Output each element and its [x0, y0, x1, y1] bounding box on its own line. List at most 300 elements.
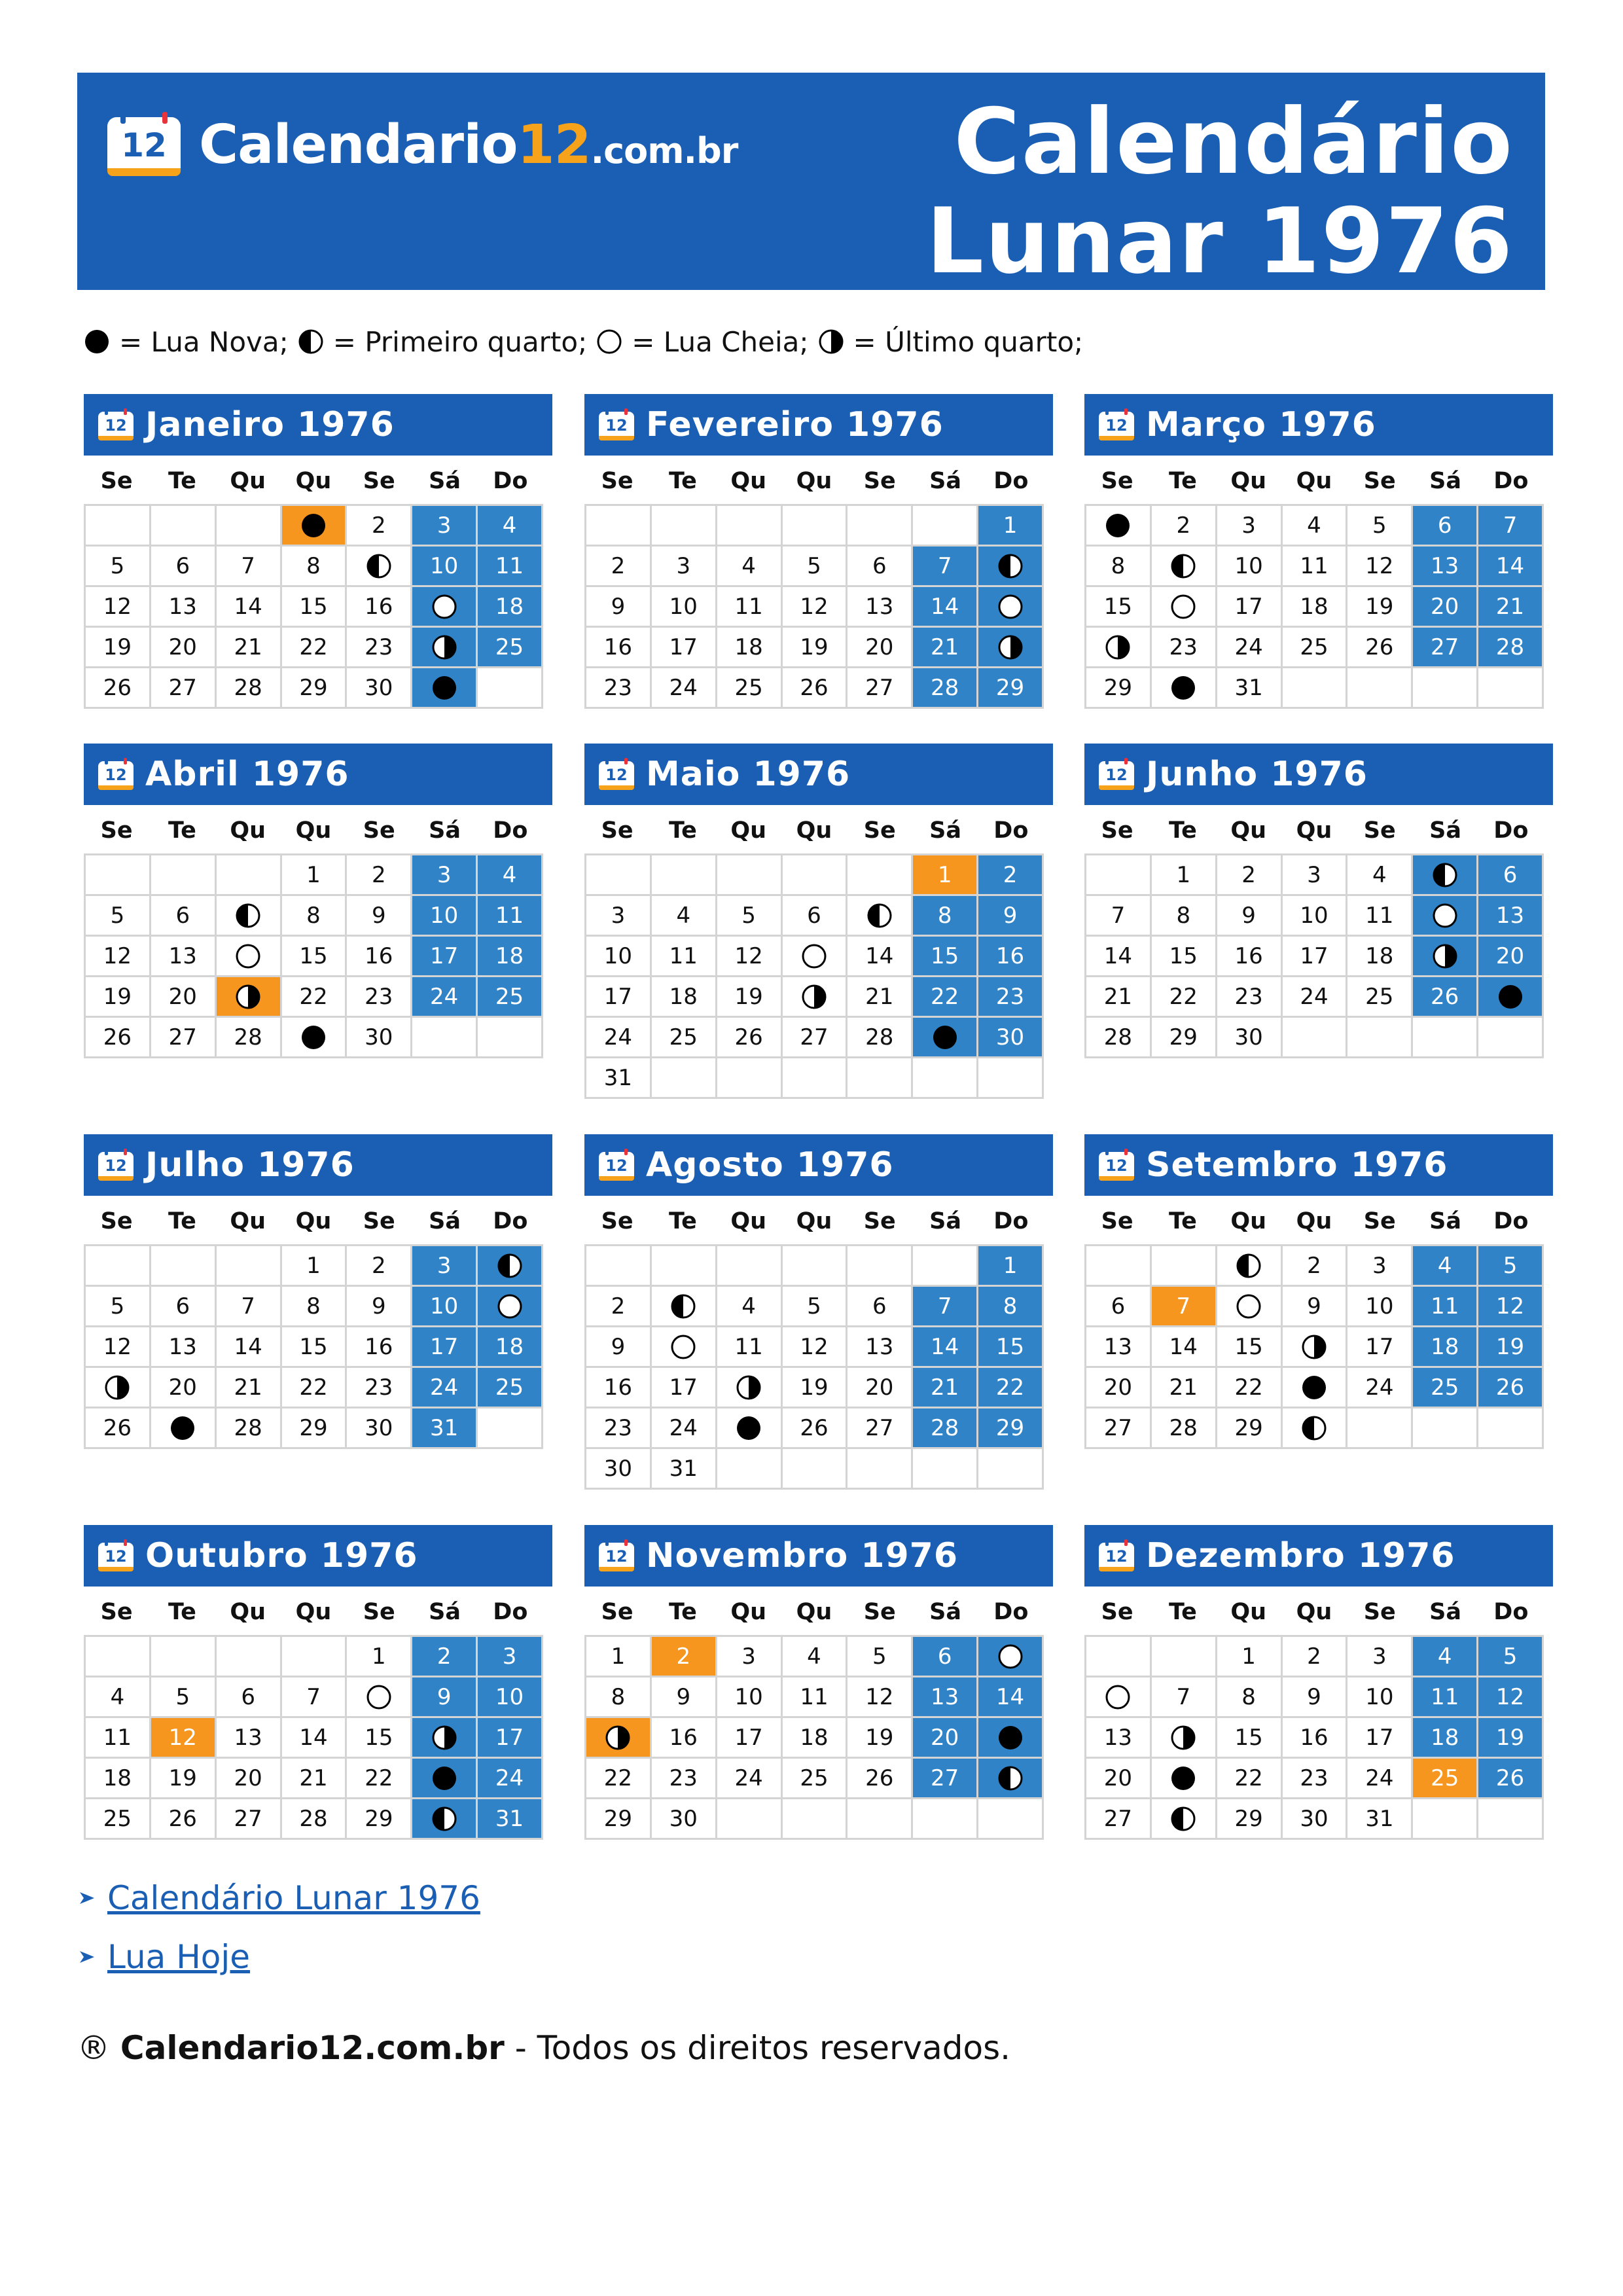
day-cell: 29 — [1086, 668, 1151, 708]
month-header — [84, 1525, 552, 1587]
day-cell: 8 — [978, 1286, 1043, 1327]
day-cell: 21 — [1150, 1367, 1216, 1408]
day-cell: 30 — [346, 668, 412, 708]
day-cell: 15 — [978, 1327, 1043, 1367]
weekday-label: Se — [363, 1208, 395, 1234]
week-row — [586, 1327, 1043, 1367]
first-quarter-icon — [1301, 1415, 1327, 1441]
day-cell: 16 — [346, 586, 412, 627]
week-row — [586, 1677, 1043, 1717]
day-cell: 31 — [651, 1448, 716, 1489]
day-cell-first-quarter — [978, 1758, 1043, 1799]
month-title: Setembro 1976 — [1146, 1145, 1448, 1185]
day-cell: 10 — [651, 586, 716, 627]
weekday-label: Se — [1101, 468, 1133, 494]
empty-cell — [1150, 1636, 1216, 1677]
day-cell: 25 — [477, 627, 543, 668]
day-cell-last-quarter — [215, 977, 281, 1017]
empty-cell — [412, 1017, 477, 1058]
svg-text:12: 12 — [121, 126, 167, 164]
day-cell: 4 — [781, 1636, 847, 1677]
empty-cell — [150, 1246, 215, 1286]
legend-new-moon-label: = Lua Nova; — [119, 325, 289, 358]
empty-cell — [912, 1246, 978, 1286]
day-cell-first-quarter — [1150, 546, 1216, 586]
weekday-label: Se — [1101, 817, 1133, 844]
day-cell-full-moon — [1086, 1677, 1151, 1717]
day-cell: 23 — [586, 1408, 651, 1448]
day-cell: 24 — [586, 1017, 651, 1058]
last-quarter-icon — [605, 1725, 631, 1751]
week-row — [1086, 1717, 1543, 1758]
day-cell: 13 — [1412, 546, 1478, 586]
day-cell: 28 — [1150, 1408, 1216, 1448]
day-cell: 15 — [281, 586, 346, 627]
weekday-label: Se — [100, 1599, 133, 1625]
month-title: Junho 1976 — [1146, 755, 1368, 794]
week-row — [85, 627, 543, 668]
weekday-label: Se — [1363, 468, 1396, 494]
day-cell: 24 — [716, 1758, 781, 1799]
day-cell: 5 — [781, 546, 847, 586]
week-row — [1086, 1017, 1543, 1058]
day-cell: 31 — [477, 1799, 543, 1839]
day-cell: 6 — [1412, 505, 1478, 546]
day-cell: 4 — [1412, 1636, 1478, 1677]
weekday-label: Sá — [1429, 1599, 1461, 1625]
week-row — [85, 1327, 543, 1367]
empty-cell — [781, 1058, 847, 1098]
calendar-12-icon — [597, 1148, 635, 1182]
day-cell: 11 — [1281, 546, 1347, 586]
day-cell: 7 — [912, 1286, 978, 1327]
weekday-label: Te — [668, 1599, 697, 1625]
month-title: Março 1976 — [1146, 405, 1376, 444]
week-row — [586, 977, 1043, 1017]
weekday-label: Se — [363, 1599, 395, 1625]
weekday-label: Te — [168, 817, 196, 844]
empty-cell — [847, 1246, 912, 1286]
last-quarter-icon — [104, 1374, 130, 1401]
day-cell-full-moon — [978, 586, 1043, 627]
week-row — [1086, 586, 1543, 627]
empty-cell — [978, 1799, 1043, 1839]
day-cell: 29 — [281, 668, 346, 708]
day-cell: 23 — [346, 977, 412, 1017]
day-cell-first-quarter — [215, 895, 281, 936]
day-cell: 8 — [281, 546, 346, 586]
day-cell: 5 — [716, 895, 781, 936]
empty-cell — [85, 855, 151, 895]
day-grid — [84, 1244, 543, 1449]
day-cell: 21 — [912, 1367, 978, 1408]
month-title: Janeiro 1976 — [145, 405, 395, 444]
new-moon-icon — [300, 1024, 327, 1050]
empty-cell — [847, 1448, 912, 1489]
weekday-label: Te — [168, 1599, 196, 1625]
weekday-label: Sá — [1429, 1208, 1461, 1234]
week-row — [586, 1058, 1043, 1098]
day-cell: 28 — [281, 1799, 346, 1839]
day-cell-new-moon — [1086, 505, 1151, 546]
day-cell: 14 — [1478, 546, 1543, 586]
new-moon-icon — [932, 1024, 958, 1050]
full-moon-icon — [1105, 1684, 1131, 1710]
day-cell: 27 — [912, 1758, 978, 1799]
empty-cell — [1412, 1799, 1478, 1839]
empty-cell — [150, 1636, 215, 1677]
calendar-12-icon — [1097, 408, 1135, 442]
weekday-label: Se — [601, 468, 633, 494]
day-cell-new-moon — [1478, 977, 1543, 1017]
empty-cell — [651, 855, 716, 895]
weekday-label: Qu — [230, 817, 266, 844]
empty-cell — [651, 505, 716, 546]
day-cell: 3 — [412, 505, 477, 546]
day-cell: 16 — [978, 936, 1043, 977]
day-cell: 30 — [651, 1799, 716, 1839]
day-cell: 14 — [215, 586, 281, 627]
day-cell: 8 — [1216, 1677, 1281, 1717]
day-cell: 12 — [1478, 1677, 1543, 1717]
day-cell-first-quarter — [978, 546, 1043, 586]
empty-cell — [1412, 1408, 1478, 1448]
day-cell: 15 — [1216, 1717, 1281, 1758]
calendar-12-icon — [597, 1539, 635, 1573]
logo-number: 12 — [517, 113, 591, 176]
day-cell: 29 — [978, 1408, 1043, 1448]
day-cell-first-quarter — [1281, 1408, 1347, 1448]
day-cell: 11 — [716, 586, 781, 627]
empty-cell — [781, 1448, 847, 1489]
week-row — [586, 855, 1043, 895]
day-cell: 12 — [716, 936, 781, 977]
day-cell: 9 — [651, 1677, 716, 1717]
day-cell: 8 — [281, 1286, 346, 1327]
day-cell: 14 — [912, 1327, 978, 1367]
empty-cell — [847, 1799, 912, 1839]
day-cell: 23 — [1150, 627, 1216, 668]
weekday-label: Se — [601, 1208, 633, 1234]
day-cell: 28 — [847, 1017, 912, 1058]
day-cell: 2 — [1281, 1246, 1347, 1286]
weekday-label: Sá — [429, 468, 461, 494]
last-quarter-icon — [801, 984, 827, 1010]
last-quarter-icon — [818, 329, 844, 355]
empty-cell — [215, 1636, 281, 1677]
weekday-label: Se — [363, 468, 395, 494]
day-cell: 2 — [1216, 855, 1281, 895]
day-cell: 11 — [781, 1677, 847, 1717]
full-moon-icon — [431, 594, 457, 620]
day-cell: 22 — [346, 1758, 412, 1799]
new-moon-icon — [736, 1415, 762, 1441]
day-cell: 3 — [1347, 1246, 1412, 1286]
weekday-label: Qu — [796, 1599, 832, 1625]
empty-cell — [651, 1058, 716, 1098]
day-cell: 11 — [1412, 1677, 1478, 1717]
week-row — [586, 895, 1043, 936]
day-cell: 13 — [215, 1717, 281, 1758]
day-cell: 27 — [781, 1017, 847, 1058]
day-cell: 27 — [215, 1799, 281, 1839]
day-cell: 7 — [1478, 505, 1543, 546]
weekday-label: Sá — [1429, 468, 1461, 494]
weekday-label: Te — [168, 468, 196, 494]
day-cell: 12 — [150, 1717, 215, 1758]
day-cell: 16 — [586, 627, 651, 668]
day-cell: 29 — [1150, 1017, 1216, 1058]
weekday-label: Do — [493, 817, 528, 844]
last-quarter-icon — [1301, 1334, 1327, 1360]
link-lua-hoje[interactable]: Lua Hoje — [107, 1938, 251, 1976]
calendar-12-icon — [597, 408, 635, 442]
empty-cell — [1412, 1017, 1478, 1058]
day-cell: 28 — [912, 1408, 978, 1448]
week-row — [85, 1017, 543, 1058]
week-row — [1086, 936, 1543, 977]
weekday-label: Do — [493, 1599, 528, 1625]
day-cell-new-moon — [412, 1758, 477, 1799]
empty-cell — [85, 1636, 151, 1677]
day-cell-last-quarter — [978, 627, 1043, 668]
month-title: Maio 1976 — [646, 755, 851, 794]
empty-cell — [1150, 1246, 1216, 1286]
week-row — [586, 936, 1043, 977]
day-cell-full-moon — [346, 1677, 412, 1717]
day-cell: 21 — [912, 627, 978, 668]
day-cell: 1 — [978, 505, 1043, 546]
empty-cell — [1478, 1408, 1543, 1448]
weekday-header — [584, 465, 1044, 497]
day-cell: 23 — [346, 627, 412, 668]
week-row — [1086, 1286, 1543, 1327]
day-cell: 17 — [651, 1367, 716, 1408]
day-cell: 8 — [1086, 546, 1151, 586]
day-cell: 27 — [847, 668, 912, 708]
legend-last-quarter — [818, 326, 1084, 358]
day-cell: 30 — [1281, 1799, 1347, 1839]
day-cell: 10 — [412, 546, 477, 586]
day-cell: 4 — [651, 895, 716, 936]
full-moon-icon — [1236, 1293, 1262, 1319]
day-grid — [1084, 504, 1544, 709]
day-cell: 25 — [781, 1758, 847, 1799]
weekday-label: Qu — [796, 817, 832, 844]
day-cell-new-moon — [412, 668, 477, 708]
day-cell: 13 — [1086, 1327, 1151, 1367]
day-grid — [584, 853, 1044, 1099]
day-cell-last-quarter — [1412, 936, 1478, 977]
day-cell: 11 — [1347, 895, 1412, 936]
day-cell: 14 — [281, 1717, 346, 1758]
day-cell: 27 — [150, 1017, 215, 1058]
empty-cell — [1478, 1017, 1543, 1058]
day-cell-new-moon — [1150, 1758, 1216, 1799]
day-cell: 11 — [1412, 1286, 1478, 1327]
day-cell-new-moon — [150, 1408, 215, 1448]
day-cell: 22 — [281, 1367, 346, 1408]
full-moon-icon — [670, 1334, 696, 1360]
day-cell: 3 — [651, 546, 716, 586]
full-moon-icon — [497, 1293, 523, 1319]
week-row — [1086, 505, 1543, 546]
day-cell: 17 — [1216, 586, 1281, 627]
week-row — [85, 1286, 543, 1327]
weekday-header — [1084, 1596, 1544, 1628]
day-cell: 7 — [1150, 1286, 1216, 1327]
empty-cell — [1086, 1636, 1151, 1677]
week-row — [1086, 895, 1543, 936]
full-moon-icon — [1432, 903, 1458, 929]
day-cell: 29 — [281, 1408, 346, 1448]
weekday-label: Se — [100, 1208, 133, 1234]
day-cell: 13 — [150, 586, 215, 627]
day-cell: 2 — [586, 1286, 651, 1327]
weekday-label: Se — [363, 817, 395, 844]
day-cell-new-moon — [281, 505, 346, 546]
calendar-12-icon — [97, 757, 135, 791]
day-cell-first-quarter — [346, 546, 412, 586]
day-cell: 28 — [215, 1017, 281, 1058]
first-quarter-icon — [366, 553, 392, 579]
empty-cell — [150, 855, 215, 895]
day-cell: 28 — [215, 1408, 281, 1448]
day-cell: 18 — [1412, 1717, 1478, 1758]
new-moon-icon — [84, 329, 110, 355]
week-row — [85, 1717, 543, 1758]
day-cell: 25 — [477, 977, 543, 1017]
calendar-12-icon — [1097, 757, 1135, 791]
day-cell: 26 — [781, 668, 847, 708]
day-cell-first-quarter — [847, 895, 912, 936]
weekday-header — [1084, 465, 1544, 497]
weekday-label: Sá — [929, 1599, 961, 1625]
day-cell: 24 — [1216, 627, 1281, 668]
day-cell: 29 — [978, 668, 1043, 708]
weekday-label: Do — [1493, 1208, 1529, 1234]
weekday-label: Se — [100, 817, 133, 844]
day-cell: 23 — [1281, 1758, 1347, 1799]
day-cell: 12 — [85, 936, 151, 977]
week-row — [85, 1246, 543, 1286]
day-cell-last-quarter — [1150, 1717, 1216, 1758]
day-cell: 24 — [1281, 977, 1347, 1017]
day-cell-new-moon — [912, 1017, 978, 1058]
day-cell: 1 — [978, 1246, 1043, 1286]
weekday-label: Se — [863, 1208, 896, 1234]
day-cell: 10 — [477, 1677, 543, 1717]
last-quarter-icon — [1432, 943, 1458, 969]
day-cell: 28 — [1086, 1017, 1151, 1058]
day-cell: 26 — [150, 1799, 215, 1839]
calendar-12-icon — [105, 111, 183, 179]
empty-cell — [1347, 668, 1412, 708]
day-cell: 11 — [477, 895, 543, 936]
weekday-label: Do — [993, 1208, 1029, 1234]
empty-cell — [716, 1246, 781, 1286]
legend-new-moon — [84, 326, 289, 358]
link-row-lua-hoje — [77, 1931, 480, 1983]
weekday-label: Qu — [295, 468, 332, 494]
day-cell: 19 — [847, 1717, 912, 1758]
day-cell: 6 — [1086, 1286, 1151, 1327]
last-quarter-icon — [1105, 634, 1131, 660]
day-cell: 19 — [1347, 586, 1412, 627]
month-header — [584, 1525, 1053, 1587]
week-row — [586, 1246, 1043, 1286]
empty-cell — [281, 1636, 346, 1677]
weekday-label: Do — [1493, 468, 1529, 494]
title-line-1: Calendário — [954, 89, 1514, 194]
site-logo[interactable] — [105, 109, 738, 181]
last-quarter-icon — [431, 1725, 457, 1751]
day-cell: 8 — [281, 895, 346, 936]
day-cell-last-quarter — [1086, 627, 1151, 668]
day-cell: 22 — [586, 1758, 651, 1799]
day-cell: 15 — [281, 1327, 346, 1367]
day-cell: 6 — [912, 1636, 978, 1677]
weekday-label: Te — [668, 1208, 697, 1234]
day-cell: 24 — [1347, 1758, 1412, 1799]
day-cell: 24 — [477, 1758, 543, 1799]
first-quarter-icon — [497, 1253, 523, 1279]
empty-cell — [586, 1246, 651, 1286]
weekday-header — [84, 1596, 543, 1628]
day-cell: 4 — [477, 855, 543, 895]
day-cell: 14 — [912, 586, 978, 627]
new-moon-icon — [1497, 984, 1524, 1010]
weekday-header — [1084, 1205, 1544, 1238]
day-cell: 21 — [1086, 977, 1151, 1017]
day-cell: 3 — [1216, 505, 1281, 546]
day-cell: 1 — [1150, 855, 1216, 895]
weekday-label: Se — [863, 468, 896, 494]
day-cell: 16 — [346, 936, 412, 977]
week-row — [85, 1636, 543, 1677]
links-list — [77, 1872, 480, 1990]
empty-cell — [912, 1058, 978, 1098]
legend-full-moon-label: = Lua Cheia; — [632, 325, 809, 358]
weekday-label: Se — [863, 1599, 896, 1625]
page-title — [926, 89, 1514, 294]
day-cell: 27 — [150, 668, 215, 708]
empty-cell — [978, 1058, 1043, 1098]
weekday-header — [84, 465, 543, 497]
empty-cell — [847, 855, 912, 895]
day-cell: 20 — [847, 1367, 912, 1408]
weekday-label: Se — [1363, 1599, 1396, 1625]
day-cell-new-moon — [281, 1017, 346, 1058]
day-cell: 15 — [912, 936, 978, 977]
day-grid — [84, 504, 543, 709]
first-quarter-icon — [997, 1765, 1024, 1791]
empty-cell — [781, 1799, 847, 1839]
day-cell: 5 — [85, 895, 151, 936]
link-calendario-lunar[interactable]: Calendário Lunar 1976 — [107, 1879, 480, 1917]
day-cell: 10 — [412, 895, 477, 936]
weekday-label: Do — [493, 468, 528, 494]
day-grid — [1084, 1244, 1544, 1449]
new-moon-icon — [300, 512, 327, 539]
empty-cell — [1478, 668, 1543, 708]
day-cell-first-quarter — [1412, 855, 1478, 895]
empty-cell — [781, 855, 847, 895]
day-grid — [1084, 853, 1544, 1058]
month-header — [584, 744, 1053, 805]
full-moon-icon — [235, 943, 261, 969]
week-row — [85, 855, 543, 895]
